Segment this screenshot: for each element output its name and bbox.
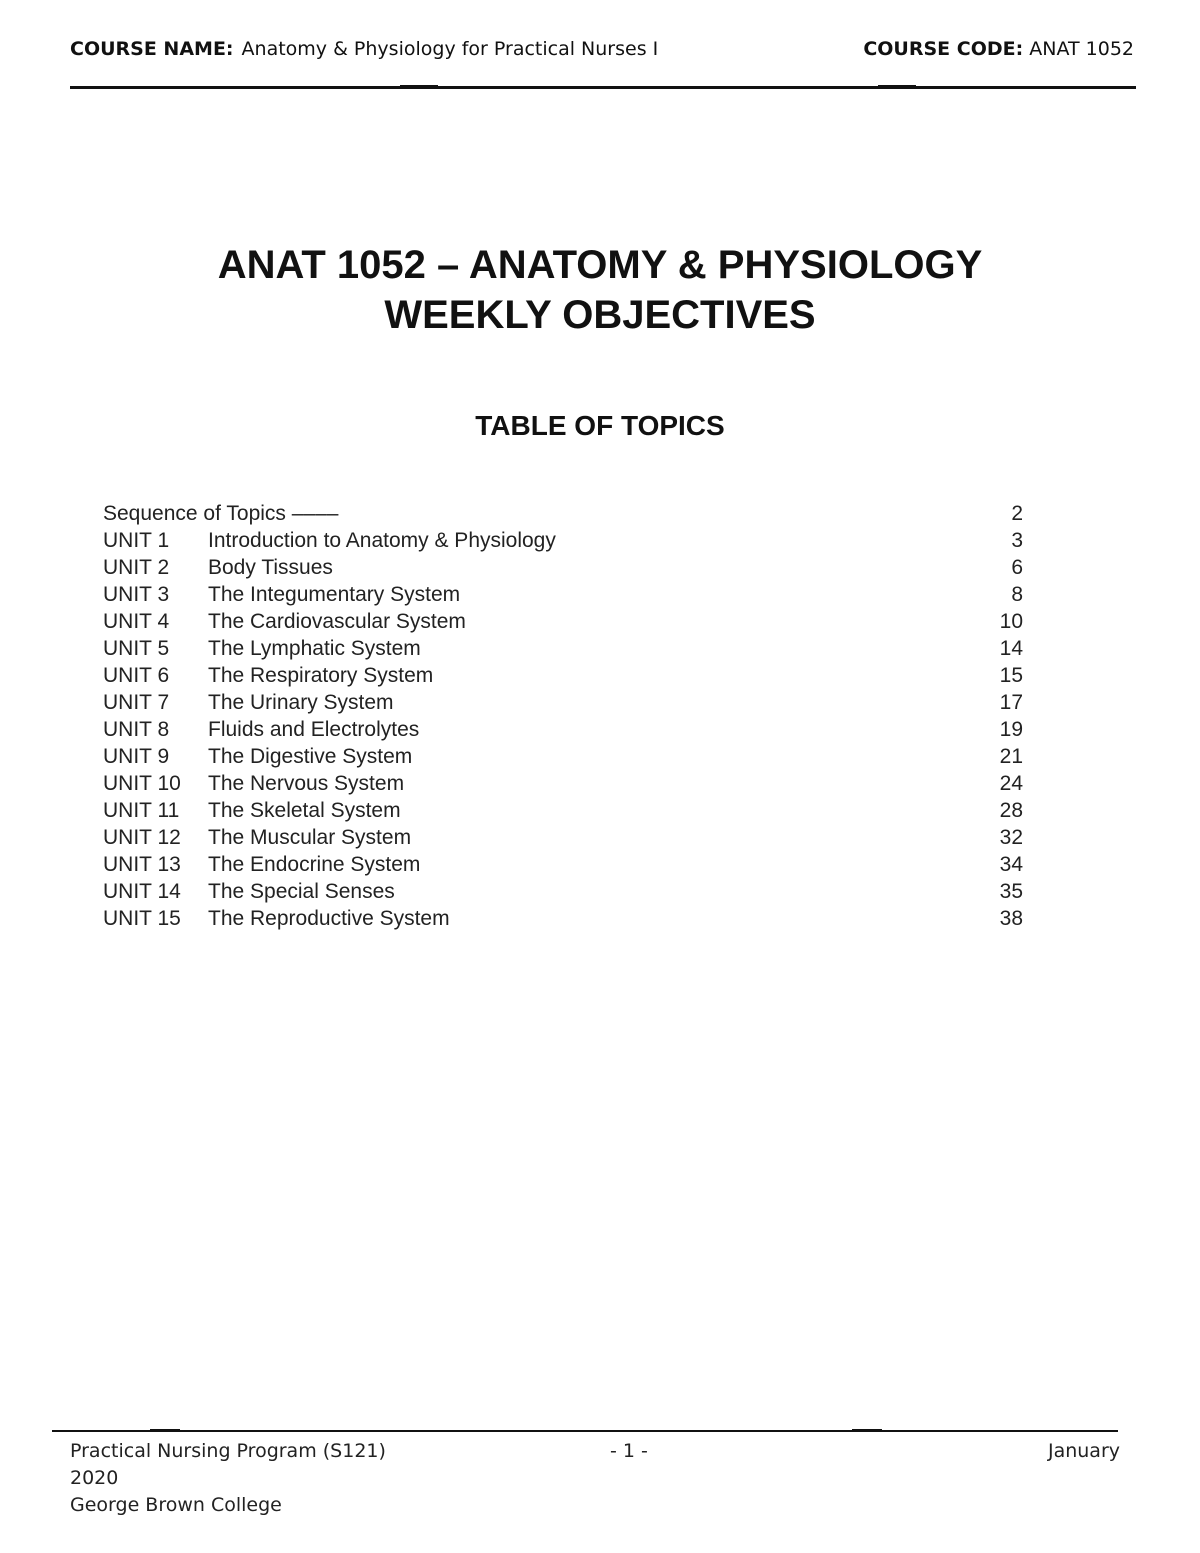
toc-unit-label: UNIT 11 (103, 799, 180, 822)
course-code-label: COURSE CODE: (863, 38, 1024, 60)
toc-row (103, 770, 1023, 797)
toc-page-number: 38 (999, 907, 1023, 930)
toc-row (103, 716, 1023, 743)
toc-unit-label: UNIT 9 (103, 745, 170, 768)
course-code-value: ANAT 1052 (1029, 38, 1134, 60)
toc-row (103, 797, 1023, 824)
toc-unit-label: UNIT 6 (103, 664, 170, 687)
toc-row (103, 635, 1023, 662)
toc-topic-title: Body Tissues (208, 556, 333, 579)
toc-page-number: 8 (1011, 583, 1023, 606)
toc-topic-title: The Digestive System (208, 745, 413, 768)
toc-unit-label: UNIT 5 (103, 637, 170, 660)
toc-page-number: 24 (999, 772, 1023, 795)
toc-page-number: 19 (999, 718, 1023, 741)
toc-row (103, 662, 1023, 689)
toc-page-number: 2 (1011, 502, 1023, 525)
toc-unit-label: UNIT 12 (103, 826, 181, 849)
title-line-1: ANAT 1052 – ANATOMY & PHYSIOLOGY (217, 243, 983, 287)
toc-topic-title: The Nervous System (208, 772, 405, 795)
page-header (70, 38, 1134, 64)
footer-year: 2020 (70, 1467, 119, 1489)
toc-page-number: 35 (999, 880, 1023, 903)
table-of-topics-heading: TABLE OF TOPICS (475, 410, 725, 441)
footer-program: Practical Nursing Program (S121) (70, 1440, 386, 1462)
footer-rule-mark (852, 1429, 882, 1431)
document-title (0, 240, 1200, 340)
toc-page-number: 3 (1011, 529, 1023, 552)
toc-page-number: 15 (999, 664, 1023, 687)
footer-month: January (1047, 1440, 1120, 1462)
toc-page-number: 14 (999, 637, 1023, 660)
toc-unit-label: UNIT 2 (103, 556, 170, 579)
toc-row (103, 851, 1023, 878)
toc-unit-label: UNIT 10 (103, 772, 181, 795)
toc-topic-title: Fluids and Electrolytes (208, 718, 420, 741)
toc-row (103, 527, 1023, 554)
toc-row (103, 824, 1023, 851)
toc-unit-label: UNIT 1 (103, 529, 170, 552)
header-rule-mark (400, 85, 438, 87)
header-rule-mark (878, 85, 916, 87)
toc-unit-label: UNIT 14 (103, 880, 181, 903)
toc-topic-title: The Urinary System (208, 691, 394, 714)
toc-page-number: 17 (999, 691, 1023, 714)
toc-topic-title: Introduction to Anatomy & Physiology (208, 529, 556, 552)
title-line-2: WEEKLY OBJECTIVES (384, 293, 816, 337)
toc-row (103, 608, 1023, 635)
toc-page-number: 28 (999, 799, 1023, 822)
footer-rule-mark (150, 1429, 180, 1431)
toc-page-number: 21 (999, 745, 1023, 768)
toc-topic-title: The Reproductive System (208, 907, 450, 930)
toc-row (103, 554, 1023, 581)
course-name-value: Anatomy & Physiology for Practical Nurses I (241, 38, 659, 60)
toc-page-number: 6 (1011, 556, 1023, 579)
toc-unit-label: UNIT 4 (103, 610, 170, 633)
toc-unit-label: UNIT 15 (103, 907, 181, 930)
toc-topic-title: The Muscular System (208, 826, 412, 849)
toc-unit-label: UNIT 7 (103, 691, 170, 714)
toc-topic-title: The Respiratory System (208, 664, 434, 687)
toc-page-number: 32 (999, 826, 1023, 849)
toc-row (103, 689, 1023, 716)
footer-college: George Brown College (70, 1494, 282, 1516)
toc-topic-title: The Lymphatic System (208, 637, 421, 660)
toc-sequence-row (103, 500, 1023, 527)
toc-row (103, 878, 1023, 905)
course-code (863, 38, 1134, 60)
toc-topic-title: The Endocrine System (208, 853, 421, 876)
footer-rule (52, 1430, 1118, 1432)
toc-sequence-label: Sequence of Topics –––– (103, 502, 339, 525)
toc-topic-title: The Integumentary System (208, 583, 461, 606)
toc-page-number: 10 (999, 610, 1023, 633)
course-name-label: COURSE NAME: (70, 38, 234, 60)
footer-page-number: - 1 - (610, 1440, 648, 1462)
header-rule (70, 86, 1136, 89)
toc-unit-label: UNIT 8 (103, 718, 170, 741)
toc-row (103, 743, 1023, 770)
toc-row (103, 905, 1023, 932)
toc-page-number: 34 (999, 853, 1023, 876)
toc-unit-label: UNIT 13 (103, 853, 181, 876)
toc-unit-label: UNIT 3 (103, 583, 170, 606)
page-footer (70, 1438, 1120, 1519)
table-of-topics (103, 500, 1023, 932)
toc-row (103, 581, 1023, 608)
course-name (70, 38, 658, 60)
toc-topic-title: The Special Senses (208, 880, 395, 903)
toc-topic-title: The Cardiovascular System (208, 610, 466, 633)
toc-topic-title: The Skeletal System (208, 799, 401, 822)
